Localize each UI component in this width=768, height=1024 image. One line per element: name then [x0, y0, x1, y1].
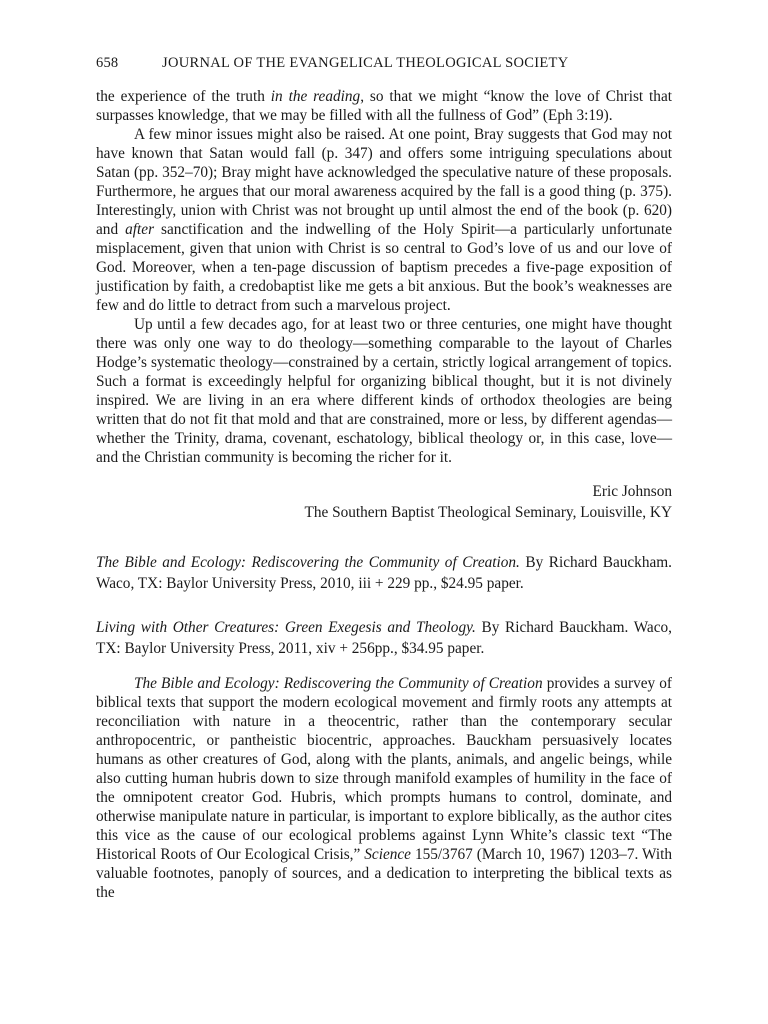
text-run: , so that we might “know the love of Christ that surpasses knowledge, that we may be filled with all the fullness of God” (Eph 3:19).	[96, 88, 672, 124]
book-title: Living with Other Creatures: Green Exegesis and Theology.	[96, 619, 476, 636]
italic-text-run: The Bible and Ecology: Rediscovering the Community of Creation	[134, 675, 543, 692]
page-number: 658	[96, 55, 119, 71]
reviewer-name: Eric Johnson	[592, 483, 672, 500]
review-paragraph	[96, 87, 672, 125]
journal-page	[96, 55, 672, 902]
text-run: sanctification and the indwelling of the Holy Spirit—a particularly unfortunate misplacement, given that union with Christ is so central to God’s love of us and our love of God. Moreover, when a ten-page discussion of baptism precedes a five-page exposition of justification by faith, a credobaptist like me gets a bit anxious. But the book’s weaknesses are few and do little to detract from such a marvelous project.	[96, 221, 673, 314]
text-run: the experience of the truth	[96, 88, 271, 105]
book-title: The Bible and Ecology: Rediscovering the Community of Creation.	[96, 554, 520, 571]
text-run: provides a survey of biblical texts that support the modern ecological movement and firmly roots any attempts at reconciliation with nature in a theocentric, rather than the contemporary secular anthropocentric, or pantheistic biocentric, approaches. Bauckham persuasively locates humans as other creatures of God, along with the plants, animals, and angelic beings, while also cutting human hubris down to size through manifold examples of humility in the face of the omnipotent creator God. Hubris, which prompts humans to control, dominate, and otherwise manipulate nature in particular, is important to explore biblically, as the author cites this vice as the cause of our ecological problems against Lynn White’s classic text “The Historical Roots of Our Ecological Crisis,”	[96, 675, 672, 863]
running-head	[96, 55, 672, 77]
journal-title: JOURNAL OF THE EVANGELICAL THEOLOGICAL SOCIETY	[162, 55, 569, 71]
review-paragraph: Up until a few decades ago, for at least two or three centuries, one might have thought there was only one way to do theology—something comparable to the layout of Charles Hodge’s systematic theology—constrained by a certain, strictly logical arrangement of topics. Such a format is exceedingly helpful for organizing biblical thought, but it is not divinely inspired. We are living in an era where different kinds of orthodox theologies are being written that do not fit that mold and that are constrained, more or less, by different agendas—whether the Trinity, drama, covenant, eschatology, biblical theology or, in this case, love—and the Christian community is becoming the richer for it.	[96, 316, 672, 466]
reviewer-affiliation: The Southern Baptist Theological Seminary, Louisville, KY	[304, 504, 672, 521]
book-citation	[96, 617, 672, 659]
italic-text-run: in the reading	[270, 88, 361, 105]
review-paragraph	[96, 674, 672, 902]
book-citation	[96, 552, 672, 594]
italic-text-run: Science	[364, 846, 411, 863]
book-details: By Richard Bauckham. Waco, TX: Baylor University Press, 2010, iii + 229 pp., $24.95 paper.	[96, 554, 672, 592]
book-details: By Richard Bauckham. Waco, TX: Baylor University Press, 2011, xiv + 256pp., $34.95 paper.	[96, 619, 672, 657]
reviewer-signature	[96, 481, 672, 523]
italic-text-run: after	[125, 221, 155, 238]
text-run: A few minor issues might also be raised. At one point, Bray suggests that God may not have known that Satan would fall (p. 347) and offers some intriguing speculations about Satan (pp. 352–70); Bray might have acknowledged the speculative nature of these proposals. Furthermore, he argues that our moral awareness acquired by the fall is a good thing (p. 375). Interestingly, union with Christ was not brought up until almost the end of the book (p. 620) and	[96, 126, 672, 238]
text-run: 155/3767 (March 10, 1967) 1203–7. With valuable footnotes, panoply of sources, and a dedication to interpreting the biblical texts as the	[96, 846, 672, 901]
review-paragraph	[96, 125, 672, 315]
